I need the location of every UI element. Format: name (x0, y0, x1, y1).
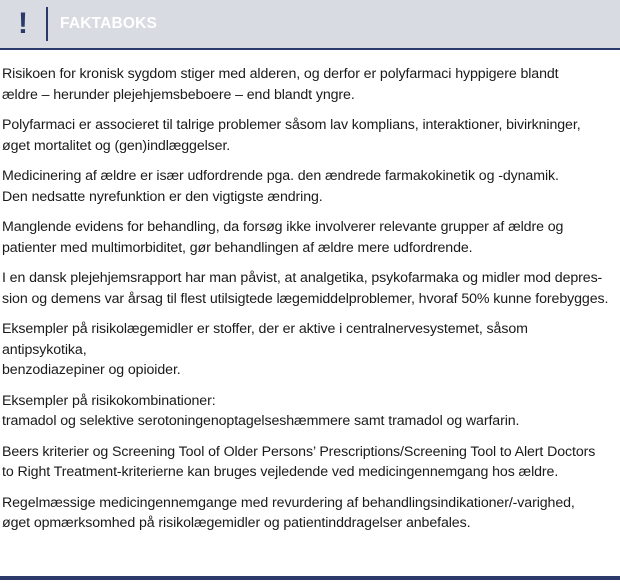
factbox-header (0, 0, 620, 48)
paragraph: Manglende evidens for behandling, da forsøg ikke involverer relevante grupper af ældre og patienter med multimorbiditet, gør behandlingen af ældre mere udfordrende. (2, 219, 564, 256)
header-divider (46, 7, 48, 41)
paragraph: Medicinering af ældre er især udfordrende pga. den ændrede farmakokinetik og -dynamik. Den nedsatte nyrefunktion er den vigtigste ændring. (2, 168, 559, 205)
footer-rule (0, 576, 620, 580)
paragraph: Eksempler på risikolægemidler er stoffer, der er aktive i centralnervesystemet, såsom antipsykotika, benzodiazepiner og opioider. (2, 321, 528, 378)
paragraph: Regelmæssige medicingennemgange med revurdering af behandlingsindikationer/-varighed, øget opmærksomhed på risikolægemidler og patientinddragelser anbefales. (2, 494, 575, 531)
paragraph: Polyfarmaci er associeret til talrige problemer såsom lav komplians, interaktioner, bivirkninger, øget mortalitet og (gen)indlæggelser. (2, 117, 581, 154)
factbox-content (2, 64, 614, 544)
paragraph: Beers kriterier og Screening Tool of Older Persons’ Prescriptions/Screening Tool to Alert Doctors to Right Treatment-kriterierne kan bruges vejledende ved medicingennemgang hos ældre. (2, 443, 596, 480)
paragraph: Risikoen for kronisk sygdom stiger med alderen, og derfor er polyfarmaci hyppigere blandt ældre – herunder plejehjemsbeboere – end blandt yngre. (2, 66, 559, 103)
paragraph: I en dansk plejehjemsrapport har man påvist, at analgetika, psykofarmaka og midler mod depres- sion og demens var årsag til flest utilsigtede lægemiddelproblemer, hvoraf 50% kunne forebygges. (2, 270, 609, 307)
factbox-title: FAKTABOKS (60, 15, 158, 32)
paragraph: Eksempler på risikokombinationer: tramadol og selektive serotoningenoptagelseshæmmere samt tramadol og warfarin. (2, 392, 520, 429)
exclamation-icon: ! (18, 7, 28, 40)
header-rule (0, 48, 620, 50)
